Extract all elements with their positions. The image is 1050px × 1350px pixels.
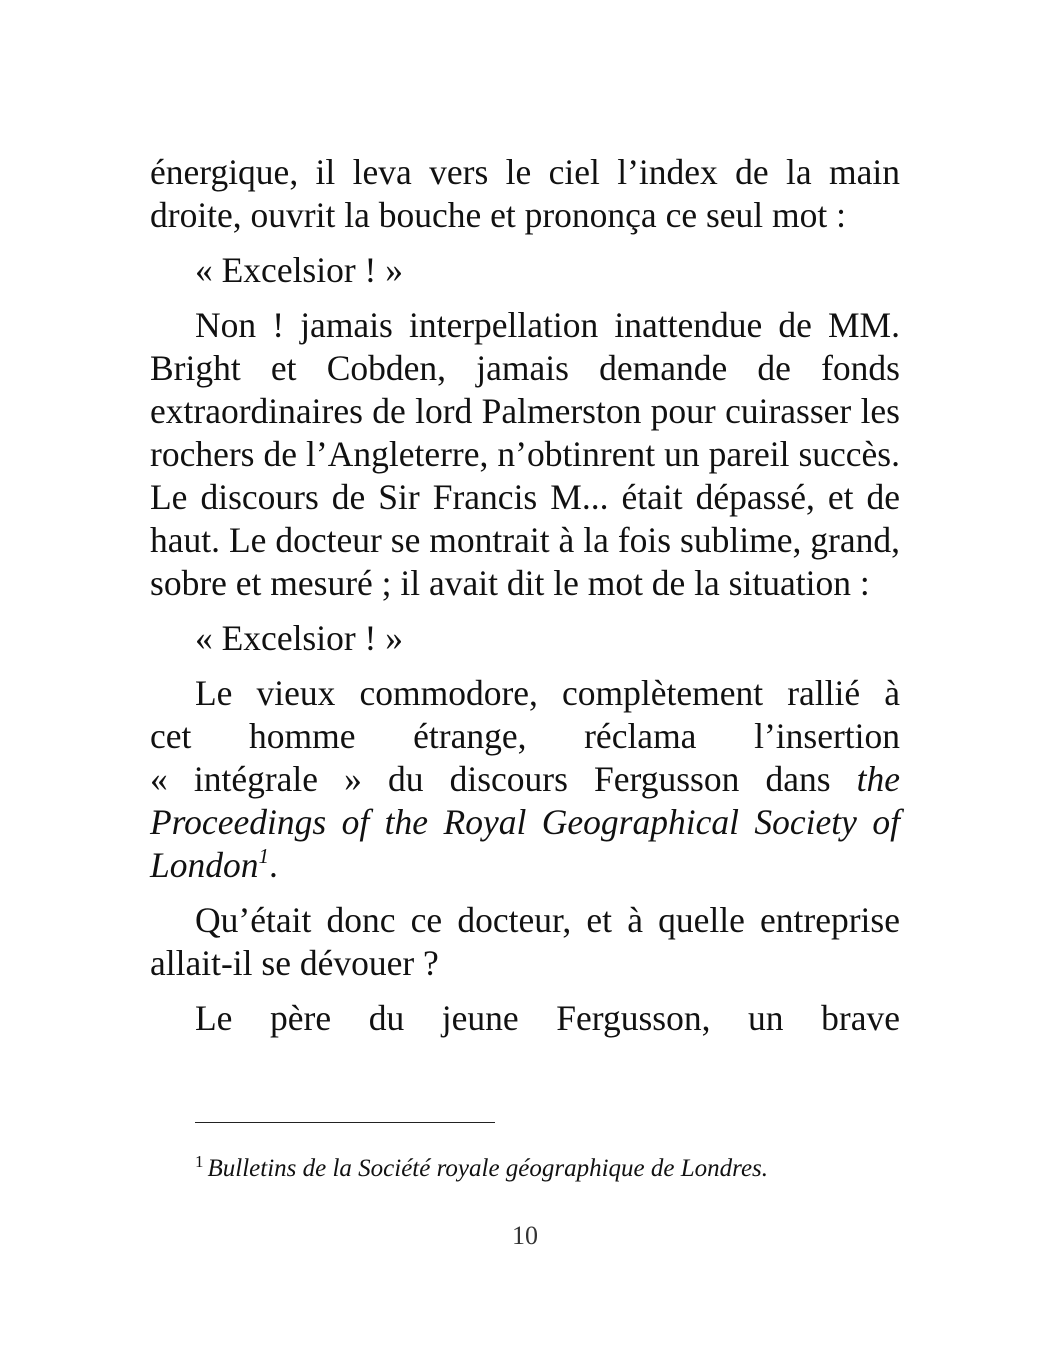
paragraph-5-line-2: cet homme étrange, réclama l’insertion — [150, 716, 900, 756]
paragraph-5-text: « intégrale » du discours Fergusson dans — [150, 759, 857, 799]
body-text — [150, 151, 900, 1040]
paragraph-5 — [150, 672, 900, 887]
footnote-divider — [195, 1122, 495, 1123]
footnote-text: Bulletins de la Société royale géographique de Londres. — [207, 1155, 769, 1182]
footnote — [195, 1151, 900, 1187]
page-number: 10 — [512, 1221, 538, 1250]
paragraph-1: énergique, il leva vers le ciel l’index de la main droite, ouvrit la bouche et prononça ce seul mot : — [150, 152, 900, 235]
footnote-marker: 1 — [195, 1152, 204, 1171]
paragraph-5-end: . — [269, 845, 278, 885]
paragraph-5-line-1: Le vieux commodore, complètement rallié à — [195, 673, 900, 713]
paragraph-3: Non ! jamais interpellation inattendue de MM. Bright et Cobden, jamais demande de fonds extraordinaires de lord Palmerston pour cuirasser les rochers de l’Angleterre, n’obtinrent un pareil succès. Le discours de Sir Francis M... était dépassé, et de haut. Le docteur se montrait à la fois sublime, grand, sobre et mesuré ; il avait dit le mot de la situation : — [150, 305, 900, 603]
paragraph-5-title: the Proceedings of the Royal Geographical Society of London — [150, 759, 900, 885]
footnote-reference[interactable]: 1 — [258, 844, 269, 868]
paragraph-7: Le père du jeune Fergusson, un brave — [195, 998, 900, 1038]
paragraph-2: « Excelsior ! » — [195, 250, 404, 290]
paragraph-4: « Excelsior ! » — [195, 618, 404, 658]
paragraph-6: Qu’était donc ce docteur, et à quelle entreprise allait-il se dévouer ? — [150, 900, 900, 983]
